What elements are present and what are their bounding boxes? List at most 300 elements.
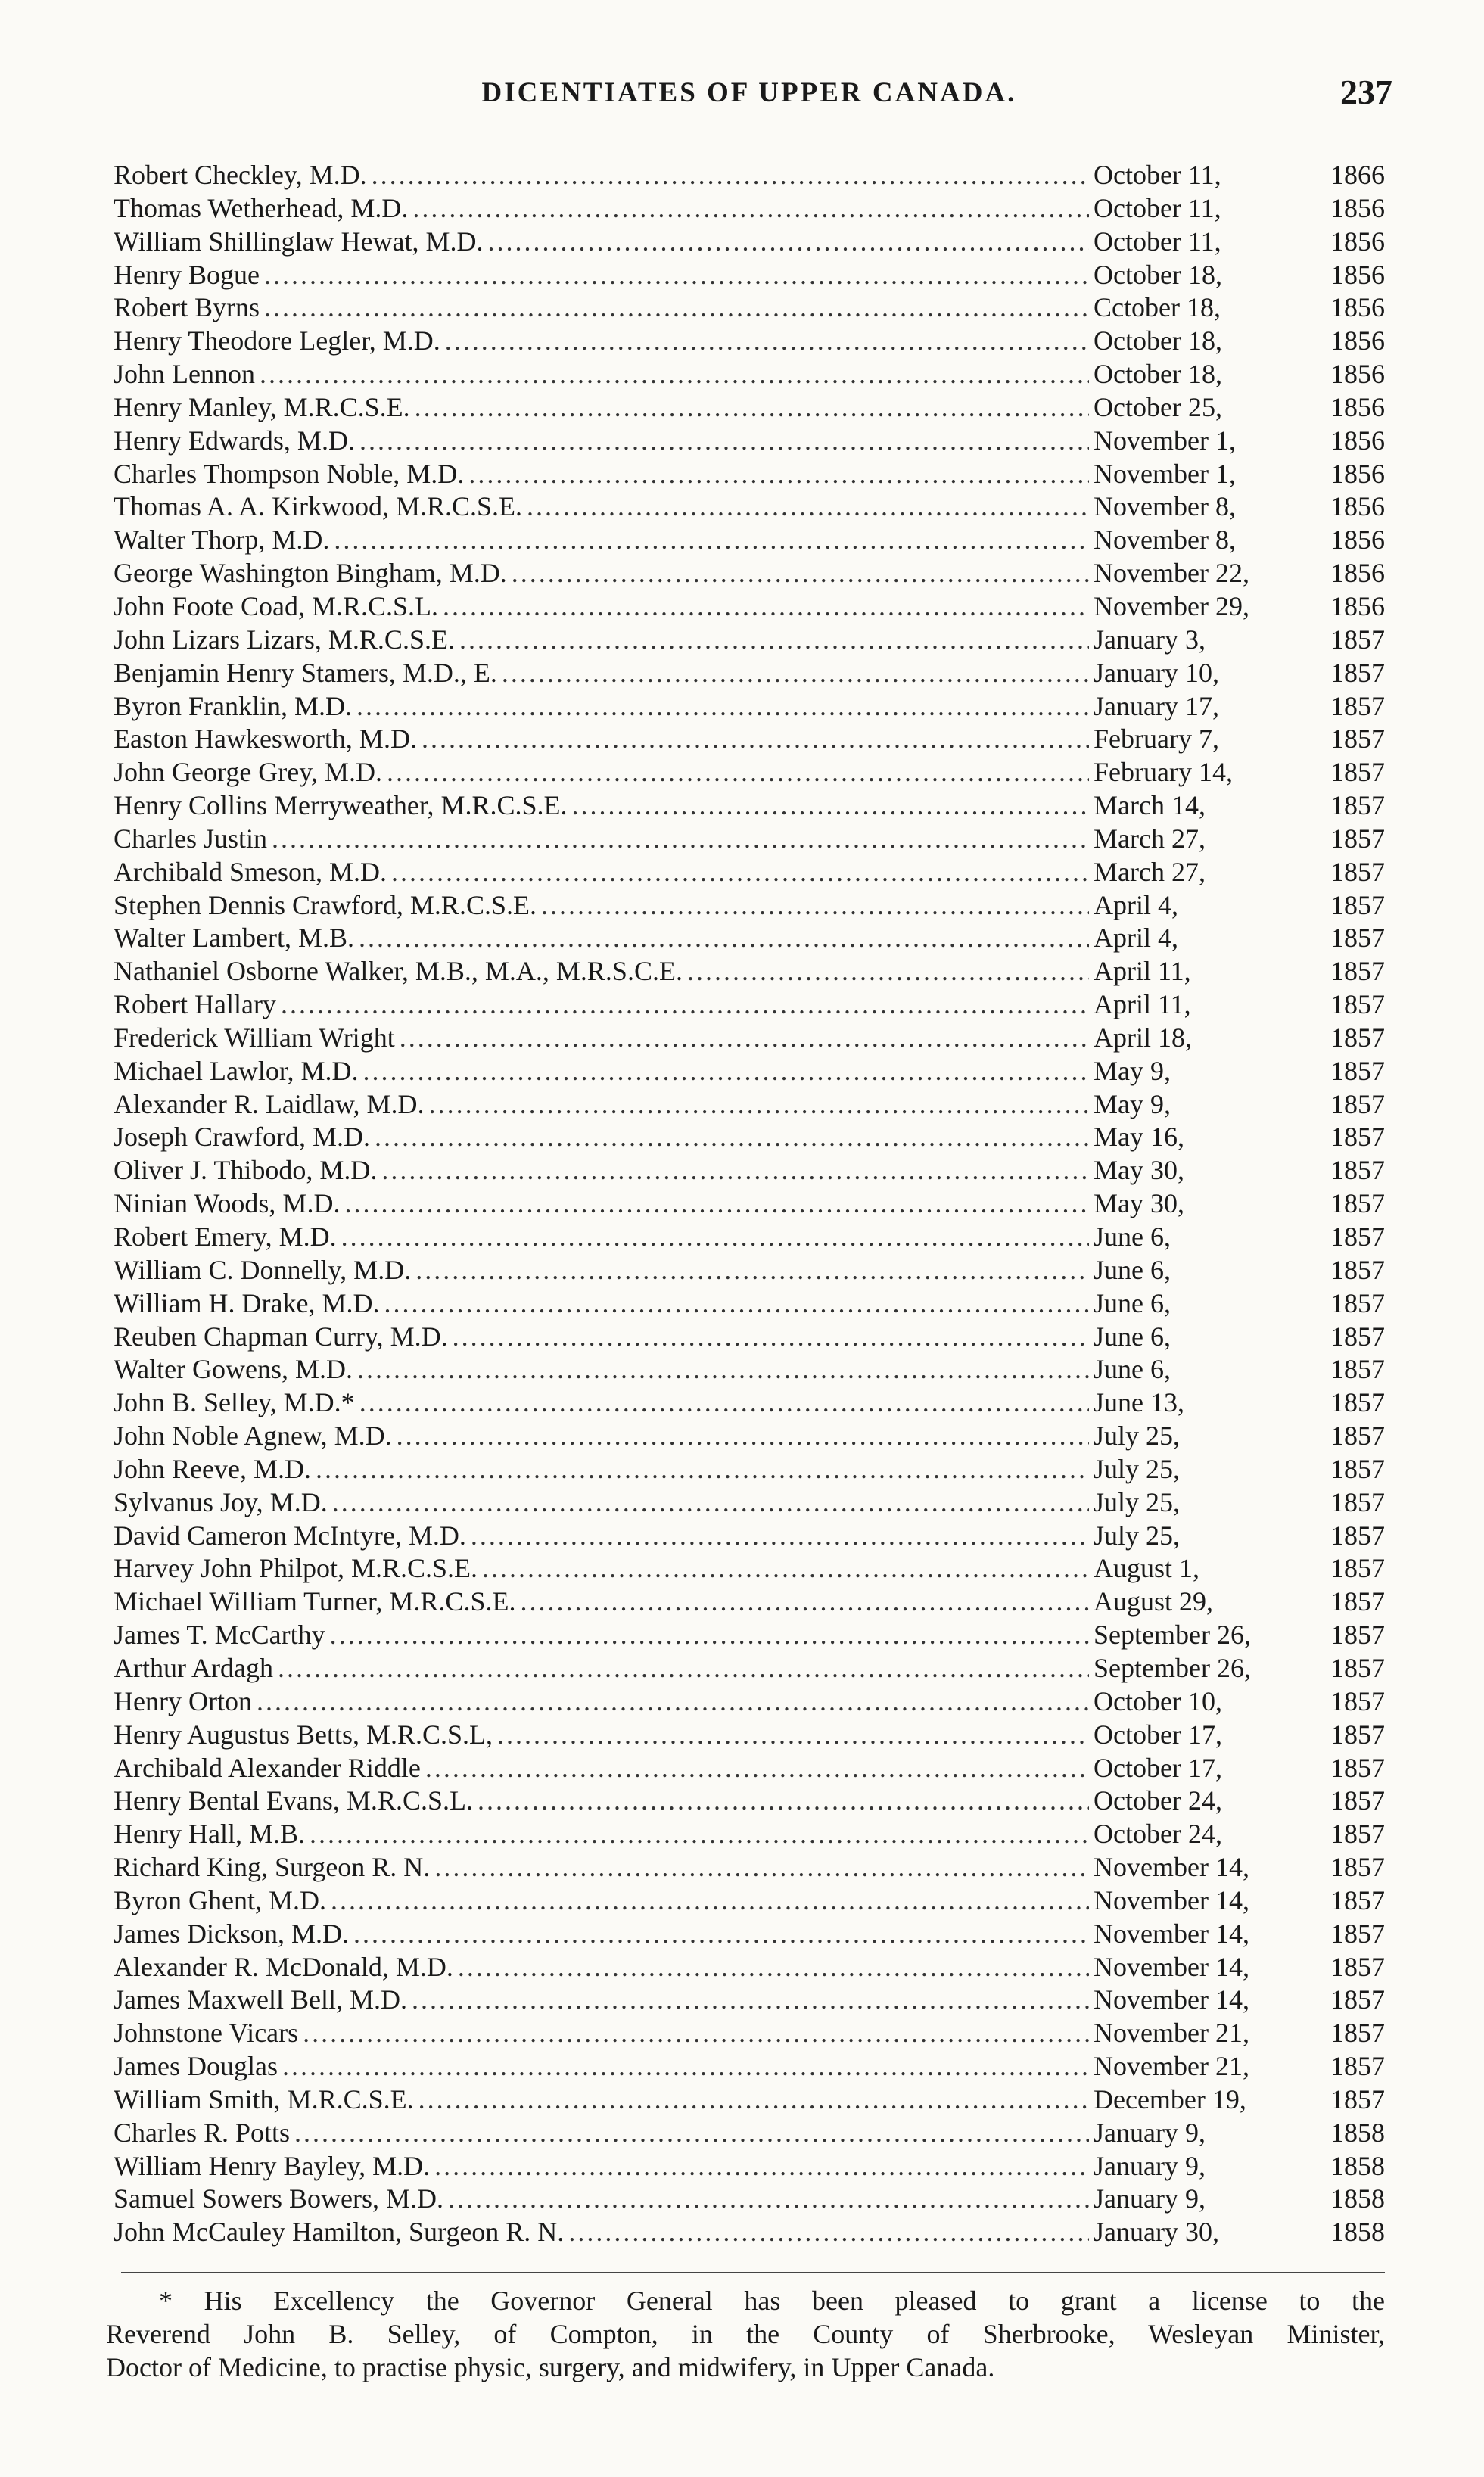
list-item xyxy=(114,2083,1385,2117)
licentiate-name: Easton Hawkesworth, M.D. xyxy=(114,723,417,755)
license-date: July 25, xyxy=(1094,1453,1181,1484)
license-year: 1857 xyxy=(1330,956,1385,987)
list-item xyxy=(114,1453,1385,1486)
list-item xyxy=(114,1951,1385,1984)
license-date: Cctober 18, xyxy=(1094,292,1221,323)
dot-leader xyxy=(372,159,1089,192)
dot-leader xyxy=(316,1453,1089,1486)
list-item xyxy=(114,1685,1385,1719)
license-year: 1857 xyxy=(1330,1652,1385,1683)
list-item xyxy=(114,922,1385,955)
list-item xyxy=(114,624,1385,657)
dot-leader xyxy=(412,192,1089,226)
dot-leader xyxy=(687,955,1089,988)
list-item xyxy=(114,1719,1385,1752)
license-date: January 30, xyxy=(1094,2217,1219,2248)
license-date: November 14, xyxy=(1094,1918,1249,1949)
license-year: 1856 xyxy=(1330,425,1385,456)
license-date: March 14, xyxy=(1094,790,1206,821)
license-year: 1857 xyxy=(1330,690,1385,721)
licentiate-name: Henry Augustus Betts, M.R.C.S.L, xyxy=(114,1719,493,1750)
dot-leader xyxy=(357,1353,1089,1386)
list-item xyxy=(114,1022,1385,1055)
license-date: October 10, xyxy=(1094,1685,1222,1716)
license-year: 1857 xyxy=(1330,1752,1385,1783)
licentiate-name: Walter Lambert, M.B. xyxy=(114,923,355,954)
list-item xyxy=(114,226,1385,259)
license-year: 1857 xyxy=(1330,1354,1385,1385)
dot-leader xyxy=(260,358,1089,391)
license-year: 1857 xyxy=(1330,1486,1385,1517)
licentiate-name: William Shillinglaw Hewat, M.D. xyxy=(114,226,484,257)
license-year: 1857 xyxy=(1330,889,1385,920)
dot-leader xyxy=(453,1321,1089,1354)
licentiate-name: Richard King, Surgeon R. N. xyxy=(114,1852,431,1883)
list-item xyxy=(114,789,1385,823)
license-date: January 3, xyxy=(1094,624,1206,655)
list-item xyxy=(114,657,1385,690)
licentiate-name: Michael William Turner, M.R.C.S.E. xyxy=(114,1586,516,1617)
licentiate-name: Joseph Crawford, M.D. xyxy=(114,1122,370,1153)
dot-leader xyxy=(353,1918,1089,1951)
list-item xyxy=(114,690,1385,723)
license-date: July 25, xyxy=(1094,1486,1181,1517)
license-year: 1857 xyxy=(1330,1122,1385,1153)
dot-leader xyxy=(541,889,1089,923)
license-date: March 27, xyxy=(1094,823,1206,854)
dot-leader xyxy=(264,291,1089,325)
licentiate-list xyxy=(114,159,1385,2249)
list-item xyxy=(114,2117,1385,2150)
dot-leader xyxy=(478,1785,1089,1818)
license-year: 1857 xyxy=(1330,657,1385,688)
license-year: 1857 xyxy=(1330,1022,1385,1053)
footnote-rule xyxy=(121,2272,1385,2273)
licentiate-name: William Smith, M.R.C.S.E. xyxy=(114,2083,414,2114)
footnote-line: * His Excellency the Governor General has been pleased to grant a license to the xyxy=(159,2286,1385,2316)
license-date: November 1, xyxy=(1094,425,1236,456)
list-item xyxy=(114,856,1385,889)
footnote-line: Doctor of Medicine, to practise physic, surgery, and midwifery, in Upper Canada. xyxy=(106,2352,995,2382)
licentiate-name: Stephen Dennis Crawford, M.R.C.S.E. xyxy=(114,889,537,920)
license-year: 1857 xyxy=(1330,1553,1385,1584)
licentiate-name: John Noble Agnew, M.D. xyxy=(114,1421,392,1452)
licentiate-name: Reuben Chapman Curry, M.D. xyxy=(114,1321,448,1352)
license-year: 1857 xyxy=(1330,1321,1385,1352)
license-year: 1857 xyxy=(1330,1055,1385,1086)
license-year: 1856 xyxy=(1330,458,1385,489)
license-year: 1857 xyxy=(1330,1155,1385,1186)
licentiate-name: John George Grey, M.D. xyxy=(114,757,382,788)
list-item xyxy=(114,391,1385,425)
license-date: June 6, xyxy=(1094,1354,1171,1385)
license-year: 1857 xyxy=(1330,1620,1385,1651)
license-year: 1857 xyxy=(1330,1188,1385,1219)
license-year: 1857 xyxy=(1330,757,1385,788)
license-year: 1857 xyxy=(1330,1984,1385,2015)
list-item xyxy=(114,1088,1385,1122)
list-item xyxy=(114,192,1385,226)
license-date: February 14, xyxy=(1094,757,1233,788)
list-item xyxy=(114,2150,1385,2183)
license-year: 1857 xyxy=(1330,856,1385,887)
dot-leader xyxy=(387,756,1089,789)
footnote xyxy=(106,2284,1385,2384)
license-year: 1857 xyxy=(1330,723,1385,755)
license-year: 1857 xyxy=(1330,1785,1385,1816)
licentiate-name: Walter Gowens, M.D. xyxy=(114,1354,353,1385)
license-year: 1857 xyxy=(1330,1421,1385,1452)
dot-leader xyxy=(400,1022,1089,1055)
licentiate-name: Alexander R. McDonald, M.D. xyxy=(114,1951,453,1982)
license-date: April 4, xyxy=(1094,889,1178,920)
licentiate-name: Henry Hall, M.B. xyxy=(114,1819,305,1850)
licentiate-name: Nathaniel Osborne Walker, M.B., M.A., M.R.S.C.E. xyxy=(114,956,683,987)
dot-leader xyxy=(429,1088,1089,1122)
license-date: April 4, xyxy=(1094,923,1178,954)
licentiate-name: Samuel Sowers Bowers, M.D. xyxy=(114,2183,443,2214)
list-item xyxy=(114,723,1385,756)
list-item xyxy=(114,524,1385,557)
list-item xyxy=(114,458,1385,491)
licentiate-name: Johnstone Vicars xyxy=(114,2018,299,2049)
list-item xyxy=(114,889,1385,923)
license-date: May 30, xyxy=(1094,1155,1184,1186)
license-year: 1856 xyxy=(1330,259,1385,290)
list-item xyxy=(114,1585,1385,1619)
licentiate-name: Henry Theodore Legler, M.D. xyxy=(114,325,440,356)
license-date: September 26, xyxy=(1094,1620,1251,1651)
license-date: November 14, xyxy=(1094,1884,1249,1915)
licentiate-name: Robert Byrns xyxy=(114,292,260,323)
license-year: 1858 xyxy=(1330,2183,1385,2214)
list-item xyxy=(114,291,1385,325)
list-item xyxy=(114,1552,1385,1585)
license-year: 1857 xyxy=(1330,923,1385,954)
licentiate-name: Byron Ghent, M.D. xyxy=(114,1884,326,1915)
licentiate-name: Henry Edwards, M.D. xyxy=(114,425,355,456)
licentiate-name: Henry Collins Merryweather, M.R.C.S.E. xyxy=(114,790,568,821)
list-item xyxy=(114,358,1385,391)
licentiate-name: John Reeve, M.D. xyxy=(114,1453,311,1484)
dot-leader xyxy=(571,789,1089,823)
licentiate-name: Michael Lawlor, M.D. xyxy=(114,1055,359,1086)
license-year: 1857 xyxy=(1330,1221,1385,1252)
license-year: 1857 xyxy=(1330,1254,1385,1285)
dot-leader xyxy=(359,922,1089,955)
licentiate-name: Frederick William Wright xyxy=(114,1022,395,1053)
licentiate-name: James Dickson, M.D. xyxy=(114,1918,349,1949)
license-date: May 16, xyxy=(1094,1122,1184,1153)
license-date: December 19, xyxy=(1094,2083,1246,2114)
license-year: 1858 xyxy=(1330,2150,1385,2181)
dot-leader xyxy=(391,856,1089,889)
license-date: November 8, xyxy=(1094,491,1236,522)
license-date: June 6, xyxy=(1094,1321,1171,1352)
licentiate-name: Henry Bogue xyxy=(114,259,260,290)
list-item xyxy=(114,955,1385,988)
list-item xyxy=(114,1055,1385,1088)
dot-leader xyxy=(445,325,1089,358)
license-date: October 17, xyxy=(1094,1752,1222,1783)
licentiate-name: Thomas Wetherhead, M.D. xyxy=(114,192,409,223)
license-date: April 18, xyxy=(1094,1022,1192,1053)
license-date: January 17, xyxy=(1094,690,1219,721)
licentiate-name: Charles Thompson Noble, M.D. xyxy=(114,458,465,489)
license-date: April 11, xyxy=(1094,956,1191,987)
licentiate-name: Benjamin Henry Stamers, M.D., E. xyxy=(114,657,497,688)
license-year: 1858 xyxy=(1330,2217,1385,2248)
page-number: 237 xyxy=(1340,73,1392,111)
license-date: October 24, xyxy=(1094,1819,1222,1850)
license-date: November 1, xyxy=(1094,458,1236,489)
licentiate-name: James Douglas xyxy=(114,2051,278,2082)
license-date: October 11, xyxy=(1094,226,1221,257)
list-item xyxy=(114,1785,1385,1818)
list-item xyxy=(114,1420,1385,1453)
list-item xyxy=(114,1121,1385,1154)
licentiate-name: Henry Bental Evans, M.R.C.S.L. xyxy=(114,1785,473,1816)
license-date: July 25, xyxy=(1094,1421,1181,1452)
license-date: November 22, xyxy=(1094,558,1249,589)
license-date: May 9, xyxy=(1094,1088,1171,1119)
list-item xyxy=(114,425,1385,458)
list-item xyxy=(114,159,1385,192)
licentiate-name: John B. Selley, M.D.* xyxy=(114,1387,355,1418)
licentiate-name: John Lizars Lizars, M.R.C.S.E. xyxy=(114,624,455,655)
license-date: October 11, xyxy=(1094,160,1221,190)
dot-leader xyxy=(527,490,1089,524)
license-year: 1856 xyxy=(1330,292,1385,323)
list-item xyxy=(114,1321,1385,1354)
licentiate-name: William Henry Bayley, M.D. xyxy=(114,2150,431,2181)
dot-leader xyxy=(468,458,1089,491)
license-year: 1857 xyxy=(1330,989,1385,1020)
license-date: October 25, xyxy=(1094,391,1222,422)
license-date: June 6, xyxy=(1094,1221,1171,1252)
list-item xyxy=(114,2183,1385,2216)
list-item xyxy=(114,590,1385,624)
license-date: October 11, xyxy=(1094,192,1221,223)
licentiate-name: Oliver J. Thibodo, M.D. xyxy=(114,1155,378,1186)
licentiate-name: Archibald Smeson, M.D. xyxy=(114,856,387,887)
dot-leader xyxy=(362,1055,1089,1088)
dot-leader xyxy=(384,1287,1089,1321)
list-item xyxy=(114,2216,1385,2249)
licentiate-name: Henry Orton xyxy=(114,1685,252,1716)
licentiate-name: Walter Thorp, M.D. xyxy=(114,524,330,555)
dot-leader xyxy=(331,1884,1089,1918)
license-year: 1857 xyxy=(1330,624,1385,655)
licentiate-name: Robert Hallary xyxy=(114,989,276,1020)
license-date: November 29, xyxy=(1094,590,1249,621)
dot-leader xyxy=(272,823,1089,856)
license-date: June 13, xyxy=(1094,1387,1184,1418)
dot-leader xyxy=(310,1818,1089,1851)
licentiate-name: Archibald Alexander Riddle xyxy=(114,1752,421,1783)
dot-leader xyxy=(330,1619,1089,1652)
list-item xyxy=(114,1918,1385,1951)
licentiate-name: Arthur Ardagh xyxy=(114,1652,273,1683)
license-year: 1857 xyxy=(1330,1586,1385,1617)
dot-leader xyxy=(471,1520,1089,1553)
license-year: 1857 xyxy=(1330,1884,1385,1915)
dot-leader xyxy=(502,657,1089,690)
licentiate-name: William H. Drake, M.D. xyxy=(114,1287,380,1318)
license-date: September 26, xyxy=(1094,1652,1251,1683)
license-year: 1857 xyxy=(1330,1387,1385,1418)
license-date: June 6, xyxy=(1094,1287,1171,1318)
dot-leader xyxy=(359,425,1089,458)
license-year: 1857 xyxy=(1330,1852,1385,1883)
dot-leader xyxy=(282,2050,1089,2083)
list-item xyxy=(114,1353,1385,1386)
list-item xyxy=(114,1154,1385,1187)
license-date: May 9, xyxy=(1094,1055,1171,1086)
license-year: 1857 xyxy=(1330,1918,1385,1949)
licentiate-name: Charles Justin xyxy=(114,823,267,854)
list-item xyxy=(114,1752,1385,1785)
dot-leader xyxy=(415,391,1089,425)
list-item xyxy=(114,1520,1385,1553)
list-item xyxy=(114,1652,1385,1685)
license-date: April 11, xyxy=(1094,989,1191,1020)
license-year: 1856 xyxy=(1330,590,1385,621)
license-date: October 24, xyxy=(1094,1785,1222,1816)
dot-leader xyxy=(303,2017,1089,2050)
license-year: 1857 xyxy=(1330,2051,1385,2082)
licentiate-name: Byron Franklin, M.D. xyxy=(114,690,352,721)
licentiate-name: John Foote Coad, M.R.C.S.L. xyxy=(114,590,439,621)
list-item xyxy=(114,1287,1385,1321)
licentiate-name: Alexander R. Laidlaw, M.D. xyxy=(114,1088,425,1119)
licentiate-name: John McCauley Hamilton, Surgeon R. N. xyxy=(114,2217,565,2248)
license-date: November 14, xyxy=(1094,1852,1249,1883)
license-year: 1857 xyxy=(1330,1819,1385,1850)
dot-leader xyxy=(434,1851,1089,1884)
license-date: November 14, xyxy=(1094,1951,1249,1982)
list-item xyxy=(114,1486,1385,1520)
license-date: October 18, xyxy=(1094,259,1222,290)
license-year: 1856 xyxy=(1330,558,1385,589)
list-item xyxy=(114,988,1385,1022)
footnote-line: Reverend John B. Selley, of Compton, in the County of Sherbrooke, Wesleyan Minister, xyxy=(106,2319,1385,2349)
list-item xyxy=(114,1386,1385,1420)
licentiate-name: George Washington Bingham, M.D. xyxy=(114,558,507,589)
list-item xyxy=(114,2017,1385,2050)
list-item xyxy=(114,1254,1385,1287)
license-year: 1857 xyxy=(1330,823,1385,854)
license-year: 1856 xyxy=(1330,359,1385,390)
list-item xyxy=(114,490,1385,524)
dot-leader xyxy=(341,1221,1089,1254)
list-item xyxy=(114,1619,1385,1652)
license-date: June 6, xyxy=(1094,1254,1171,1285)
licentiate-name: Ninian Woods, M.D. xyxy=(114,1188,341,1219)
license-year: 1857 xyxy=(1330,1520,1385,1551)
license-date: January 9, xyxy=(1094,2183,1206,2214)
license-date: November 8, xyxy=(1094,524,1236,555)
license-year: 1856 xyxy=(1330,325,1385,356)
dot-leader xyxy=(458,1951,1089,1984)
dot-leader xyxy=(418,2083,1089,2117)
licentiate-name: James T. McCarthy xyxy=(114,1620,325,1651)
license-date: November 21, xyxy=(1094,2051,1249,2082)
licentiate-name: Robert Emery, M.D. xyxy=(114,1221,337,1252)
licentiate-name: Harvey John Philpot, M.R.C.S.E. xyxy=(114,1553,478,1584)
dot-leader xyxy=(344,1187,1089,1221)
dot-leader xyxy=(359,1386,1089,1420)
dot-leader xyxy=(448,2183,1089,2216)
dot-leader xyxy=(264,259,1089,292)
license-year: 1856 xyxy=(1330,524,1385,555)
dot-leader xyxy=(412,1984,1089,2017)
license-year: 1857 xyxy=(1330,2083,1385,2114)
license-year: 1857 xyxy=(1330,1685,1385,1716)
dot-leader xyxy=(425,1752,1089,1785)
running-head: DICENTIATES OF UPPER CANADA. xyxy=(481,77,1017,108)
licentiate-name: James Maxwell Bell, M.D. xyxy=(114,1984,407,2015)
dot-leader xyxy=(488,226,1090,259)
license-date: October 18, xyxy=(1094,325,1222,356)
dot-leader xyxy=(443,590,1089,624)
dot-leader xyxy=(356,690,1089,723)
licentiate-name: Sylvanus Joy, M.D. xyxy=(114,1486,328,1517)
license-date: March 27, xyxy=(1094,856,1206,887)
license-year: 1857 xyxy=(1330,1287,1385,1318)
dot-leader xyxy=(332,1486,1089,1520)
license-date: May 30, xyxy=(1094,1188,1184,1219)
license-date: November 21, xyxy=(1094,2018,1249,2049)
dot-leader xyxy=(281,988,1089,1022)
list-item xyxy=(114,1187,1385,1221)
license-year: 1857 xyxy=(1330,1453,1385,1484)
licentiate-name: Thomas A. A. Kirkwood, M.R.C.S.E. xyxy=(114,491,523,522)
license-year: 1866 xyxy=(1330,160,1385,190)
license-year: 1856 xyxy=(1330,391,1385,422)
list-item xyxy=(114,1221,1385,1254)
dot-leader xyxy=(375,1121,1089,1154)
license-date: October 17, xyxy=(1094,1719,1222,1750)
licentiate-name: Robert Checkley, M.D. xyxy=(114,160,367,190)
list-item xyxy=(114,823,1385,856)
dot-leader xyxy=(415,1254,1089,1287)
licentiate-name: John Lennon xyxy=(114,359,255,390)
list-item xyxy=(114,259,1385,292)
dot-leader xyxy=(512,557,1089,590)
license-date: January 9, xyxy=(1094,2150,1206,2181)
list-item xyxy=(114,557,1385,590)
dot-leader xyxy=(434,2150,1089,2183)
licentiate-name: Henry Manley, M.R.C.S.E. xyxy=(114,391,410,422)
list-item xyxy=(114,2050,1385,2083)
list-item xyxy=(114,1884,1385,1918)
license-year: 1856 xyxy=(1330,226,1385,257)
license-date: October 18, xyxy=(1094,359,1222,390)
license-date: July 25, xyxy=(1094,1520,1181,1551)
licentiate-name: Charles R. Potts xyxy=(114,2117,291,2148)
license-year: 1857 xyxy=(1330,1719,1385,1750)
license-year: 1858 xyxy=(1330,2117,1385,2148)
license-date: August 29, xyxy=(1094,1586,1214,1617)
dot-leader xyxy=(568,2216,1089,2249)
dot-leader xyxy=(334,524,1089,557)
list-item xyxy=(114,1851,1385,1884)
license-year: 1857 xyxy=(1330,1951,1385,1982)
licentiate-name: William C. Donnelly, M.D. xyxy=(114,1254,412,1285)
page-header xyxy=(106,72,1392,117)
license-year: 1857 xyxy=(1330,2018,1385,2049)
